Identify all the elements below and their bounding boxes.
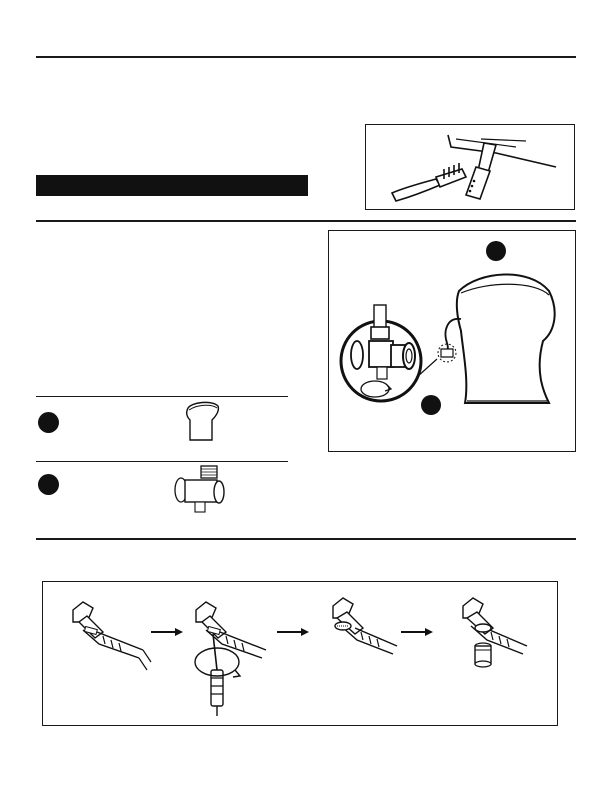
part-1-badge — [38, 412, 59, 433]
shutoff-valve-icon — [165, 464, 235, 516]
part-2-badge — [38, 474, 59, 495]
parts-table-top-rule — [36, 396, 288, 397]
toilet-tank-icon — [182, 400, 222, 446]
filter-illustration — [42, 581, 558, 726]
section-rule-2 — [36, 220, 576, 222]
nozzle-cleaning-illustration — [365, 124, 575, 210]
parts-table-mid-rule — [36, 461, 288, 462]
section-rule-3 — [36, 538, 576, 540]
toilet-valve-drawing — [329, 231, 577, 453]
toilet-illustration — [328, 230, 576, 452]
filter-removal-drawing — [43, 582, 559, 727]
section-header-bar — [36, 175, 308, 196]
toothbrush-nozzle-drawing — [366, 125, 576, 211]
top-rule — [36, 56, 576, 58]
